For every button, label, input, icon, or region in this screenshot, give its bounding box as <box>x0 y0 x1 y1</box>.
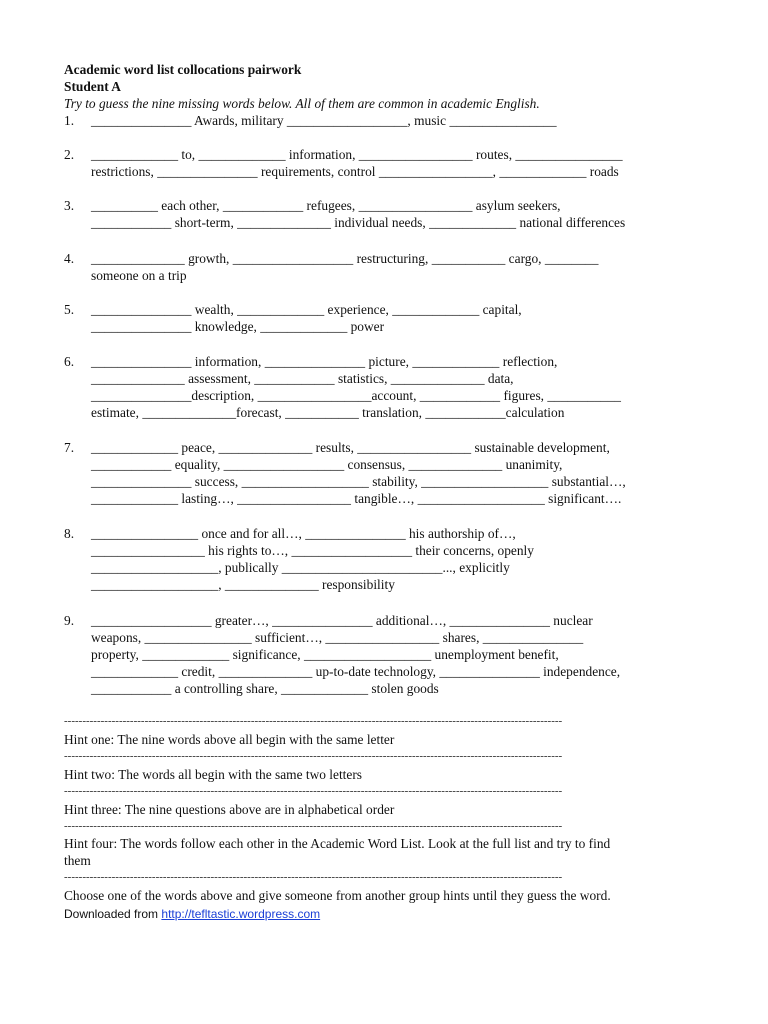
question-line: _______________description, _________________account, ____________ figures, ___________ <box>91 388 621 403</box>
question-number: 5. <box>64 302 75 317</box>
question-line: _______________ knowledge, _____________ power <box>91 319 385 334</box>
question-line: ________________ once and for all…, _______________ his authorship of…, <box>91 526 516 541</box>
question-number: 6. <box>64 354 75 369</box>
source-link[interactable]: http://tefltastic.wordpress.com <box>161 907 321 921</box>
question-number: 8. <box>64 526 75 541</box>
question-line: _______________ success, ___________________ stability, ___________________ substantial…, <box>91 474 626 489</box>
download-credit <box>64 906 320 923</box>
question-number: 9. <box>64 613 75 628</box>
question-line: property, _____________ significance, ___________________ unemployment benefit, <box>91 647 559 662</box>
hint-four: Hint four: The words follow each other in the Academic Word List. Look at the full list and try to find <box>64 836 611 851</box>
question-number: 3. <box>64 198 75 213</box>
question-line: ______________ growth, __________________ restructuring, ___________ cargo, ________ <box>91 251 599 266</box>
hint-three: Hint three: The nine questions above are in alphabetical order <box>64 802 395 817</box>
download-prefix: Downloaded from <box>64 907 162 921</box>
question-line: _______________ Awards, military __________________, music ________________ <box>91 113 557 128</box>
question-number: 2. <box>64 147 75 162</box>
question-line: restrictions, _______________ requirements, control _________________, _____________ roads <box>91 164 619 179</box>
dashed-separator: ---------------------------------------------------------------------------------------------------------------------------------------- <box>64 750 563 762</box>
question-line: weapons, ________________ sufficient…, _________________ shares, _______________ <box>91 630 584 645</box>
question-line: _______________ wealth, _____________ experience, _____________ capital, <box>91 302 522 317</box>
hint-two: Hint two: The words all begin with the same two letters <box>64 767 363 782</box>
question-line: _______________ information, _______________ picture, _____________ reflection, <box>91 354 558 369</box>
instructions: Try to guess the nine missing words below. All of them are common in academic English. <box>64 96 540 111</box>
dashed-separator: ---------------------------------------------------------------------------------------------------------------------------------------- <box>64 715 563 727</box>
worksheet-title: Academic word list collocations pairwork <box>64 62 302 77</box>
question-line: estimate, ______________forecast, ___________ translation, ____________calculation <box>91 405 565 420</box>
question-line: ______________ assessment, ____________ statistics, ______________ data, <box>91 371 514 386</box>
question-line: ____________ short-term, ______________ individual needs, _____________ national differences <box>91 215 626 230</box>
question-line: __________ each other, ____________ refugees, _________________ asylum seekers, <box>91 198 561 213</box>
question-line: __________________ greater…, _______________ additional…, _______________ nuclear <box>91 613 593 628</box>
question-line: ____________ a controlling share, _____________ stolen goods <box>91 681 439 696</box>
question-line: ___________________, publically ________________________..., explicitly <box>91 560 510 575</box>
question-line: ___________________, ______________ responsibility <box>91 577 395 592</box>
hint-four-continued: them <box>64 853 91 868</box>
dashed-separator: ---------------------------------------------------------------------------------------------------------------------------------------- <box>64 820 563 832</box>
closing-instruction: Choose one of the words above and give someone from another group hints until they guess the word. <box>64 888 611 903</box>
question-line: _____________ to, _____________ information, _________________ routes, ________________ <box>91 147 623 162</box>
question-line: _________________ his rights to…, __________________ their concerns, openly <box>91 543 534 558</box>
question-line: _____________ credit, ______________ up-to-date technology, _______________ independence, <box>91 664 621 679</box>
dashed-separator: ---------------------------------------------------------------------------------------------------------------------------------------- <box>64 871 563 883</box>
question-line: ____________ equality, __________________ consensus, ______________ unanimity, <box>91 457 563 472</box>
question-number: 1. <box>64 113 75 128</box>
question-line: _____________ peace, ______________ results, _________________ sustainable development, <box>91 440 610 455</box>
question-number: 7. <box>64 440 75 455</box>
question-number: 4. <box>64 251 75 266</box>
worksheet-subtitle: Student A <box>64 79 121 94</box>
question-line: _____________ lasting…, _________________ tangible…, ___________________ significant…. <box>91 491 622 506</box>
question-line: someone on a trip <box>91 268 187 283</box>
hint-one: Hint one: The nine words above all begin with the same letter <box>64 732 395 747</box>
dashed-separator: ---------------------------------------------------------------------------------------------------------------------------------------- <box>64 785 563 797</box>
